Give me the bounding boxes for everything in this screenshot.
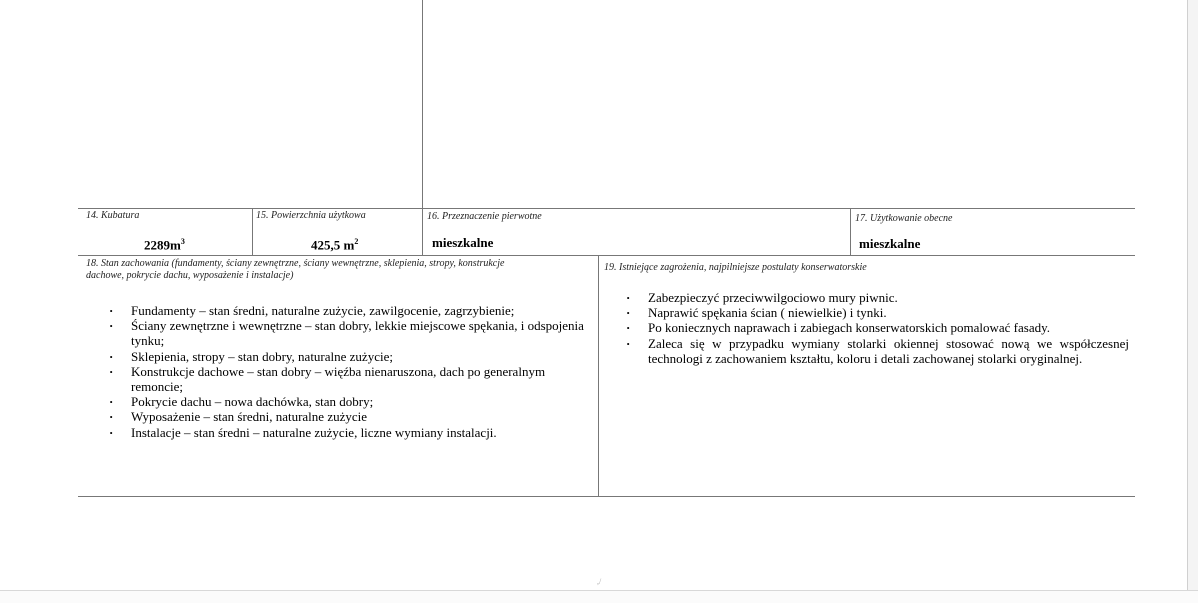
list-item: · Fundamenty – stan średni, naturalne zużycie, zawilgocenie, zagrzybienie;	[109, 303, 593, 318]
list-item: · Sklepienia, stropy – stan dobry, naturalne zużycie;	[109, 349, 593, 364]
list-item: · Konstrukcje dachowe – stan dobry – więźba nienaruszona, dach po generalnym remoncie;	[109, 364, 593, 394]
powierzchnia-label: 15. Powierzchnia użytkowa	[256, 210, 366, 221]
stan-zachowania-label	[86, 258, 591, 282]
kubatura-value	[144, 234, 185, 252]
uzytkowanie-label: 17. Użytkowanie obecne	[855, 213, 953, 224]
uzytkowanie-value: mieszkalne	[859, 236, 921, 251]
cell-divider-14-15	[252, 208, 253, 255]
powierzchnia-unit-exponent: 2	[354, 237, 359, 246]
stan-zachowania-label-line1: 18. Stan zachowania (fundamenty, ściany zewnętrzne, ściany wewnętrzne, sklepienia, stropy, konstrukcje	[86, 258, 505, 269]
list-item: · Wyposażenie – stan średni, naturalne zużycie	[109, 409, 593, 424]
stan-zachowania-list	[109, 303, 593, 440]
list-item: · Instalacje – stan średni – naturalne zużycie, liczne wymiany instalacji.	[109, 425, 593, 440]
top-section-divider	[422, 0, 423, 208]
cell-divider-18-19	[598, 255, 599, 496]
cell-divider-16-17	[850, 208, 851, 255]
table-bottom-rule	[78, 496, 1135, 497]
list-item: · Naprawić spękania ścian ( niewielkie) i tynki.	[626, 305, 1129, 320]
kubatura-unit-exponent: 3	[180, 237, 185, 246]
scan-right-edge	[1187, 0, 1198, 602]
kubatura-number: 2289m	[144, 237, 181, 253]
powierzchnia-value	[311, 234, 358, 252]
przeznaczenie-value: mieszkalne	[432, 235, 494, 250]
scan-bottom-edge	[0, 590, 1198, 603]
stan-zachowania-label-line2: dachowe, pokrycie dachu, wyposażenie i instalacje)	[86, 270, 294, 281]
list-item: · Po koniecznych naprawach i zabiegach konserwatorskich pomalować fasady.	[626, 320, 1129, 335]
list-item: · Zabezpieczyć przeciwwilgociowo mury piwnic.	[626, 290, 1129, 305]
list-item: · Zaleca się w przypadku wymiany stolarki okiennej stosować nową we współczesnej technologi z zachowaniem kształtu, koloru i detali zachowanej stolarki oryginalnej.	[626, 336, 1129, 366]
cell-divider-15-16	[422, 208, 423, 255]
list-item: · Pokrycie dachu – nowa dachówka, stan dobry;	[109, 394, 593, 409]
powierzchnia-number: 425,5 m	[311, 237, 355, 253]
scan-speck: ,/	[597, 577, 602, 586]
table-top-rule	[78, 208, 1135, 209]
kubatura-label: 14. Kubatura	[86, 210, 140, 221]
zagrozenia-list	[626, 290, 1129, 366]
list-item: · Ściany zewnętrzne i wewnętrzne – stan dobry, lekkie miejscowe spękania, i odspojenia tynku;	[109, 318, 593, 348]
row-divider-rule	[78, 255, 1135, 256]
przeznaczenie-label: 16. Przeznaczenie pierwotne	[427, 211, 542, 222]
zagrozenia-label: 19. Istniejące zagrożenia, najpilniejsze postulaty konserwatorskie	[604, 262, 867, 273]
